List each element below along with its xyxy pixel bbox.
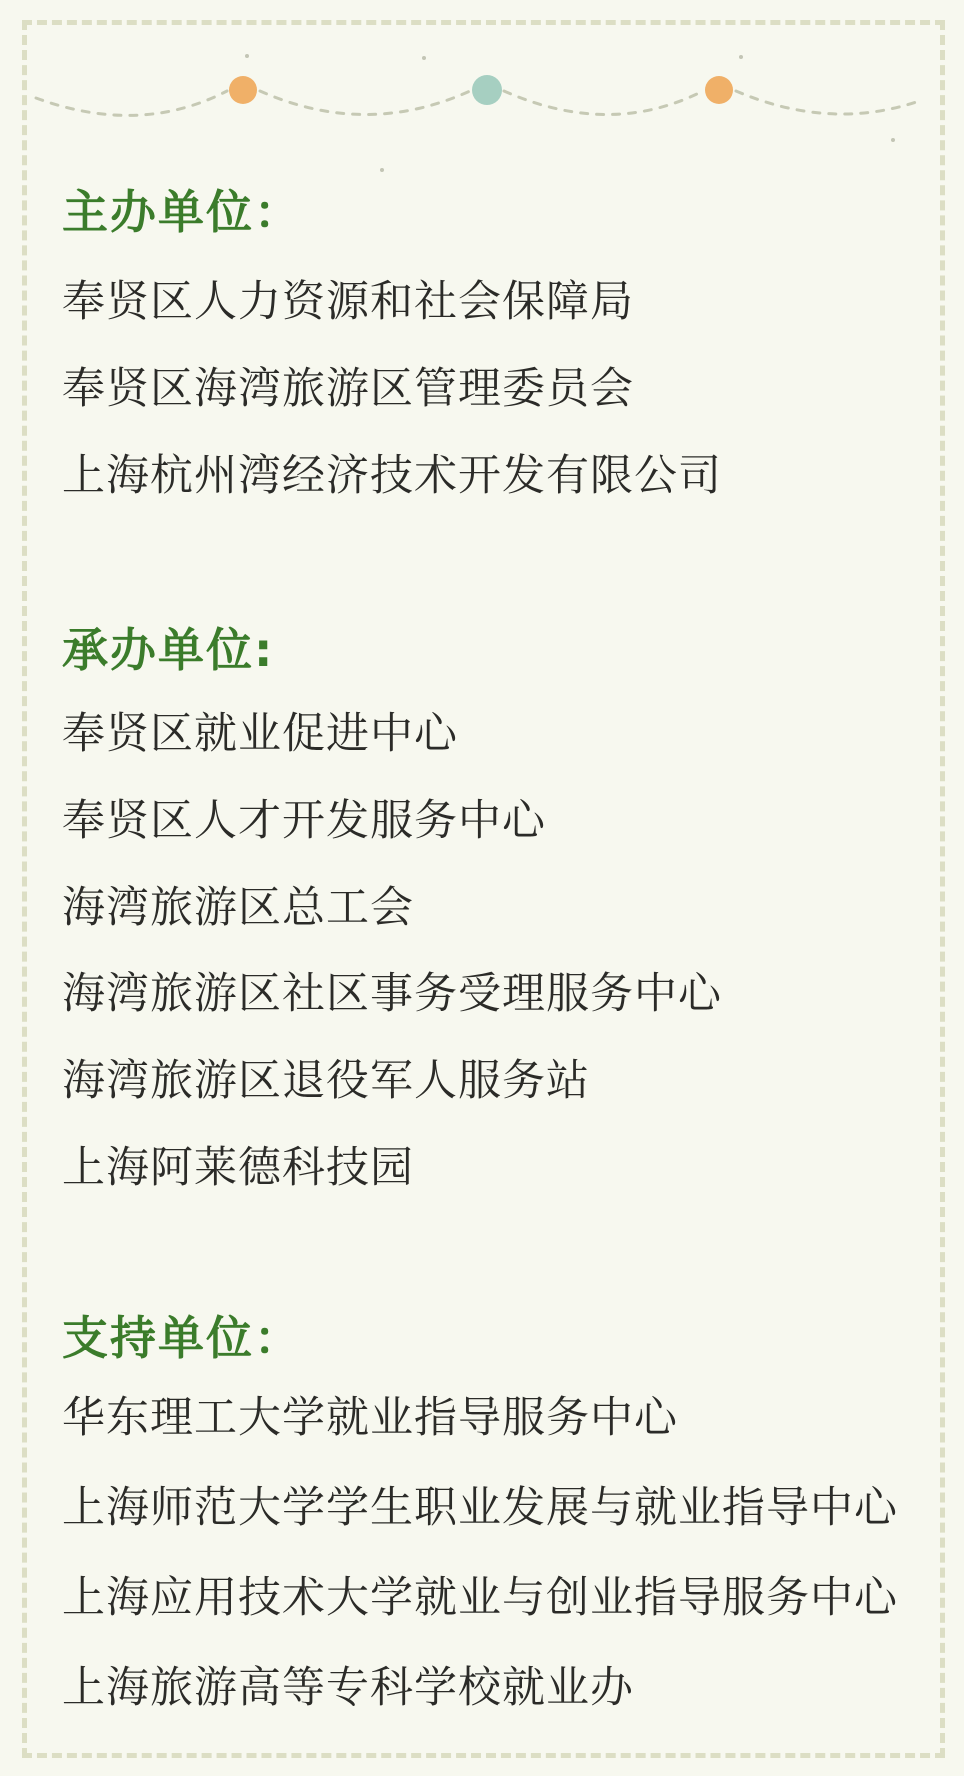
supporter-item: 上海师范大学学生职业发展与就业指导中心 (62, 1483, 898, 1533)
section-heading-supporter: 支持单位： (62, 1311, 302, 1365)
supporter-item: 上海旅游高等专科学校就业办 (62, 1663, 634, 1713)
organizer-item: 上海杭州湾经济技术开发有限公司 (62, 451, 722, 501)
co-organizer-item: 海湾旅游区总工会 (62, 883, 414, 933)
co-organizer-item: 海湾旅游区社区事务受理服务中心 (62, 969, 722, 1019)
section-heading-organizer: 主办单位： (62, 185, 302, 239)
section-heading-co-organizer: 承办单位: (62, 623, 275, 677)
co-organizer-item: 上海阿莱德科技园 (62, 1143, 414, 1193)
co-organizer-item: 奉贤区就业促进中心 (62, 709, 458, 759)
organizer-item: 奉贤区人力资源和社会保障局 (62, 277, 634, 327)
organizer-item: 奉贤区海湾旅游区管理委员会 (62, 364, 634, 414)
co-organizer-item: 海湾旅游区退役军人服务站 (62, 1056, 590, 1106)
supporter-item: 上海应用技术大学就业与创业指导服务中心 (62, 1573, 898, 1623)
supporter-item: 华东理工大学就业指导服务中心 (62, 1393, 678, 1443)
co-organizer-item: 奉贤区人才开发服务中心 (62, 796, 546, 846)
